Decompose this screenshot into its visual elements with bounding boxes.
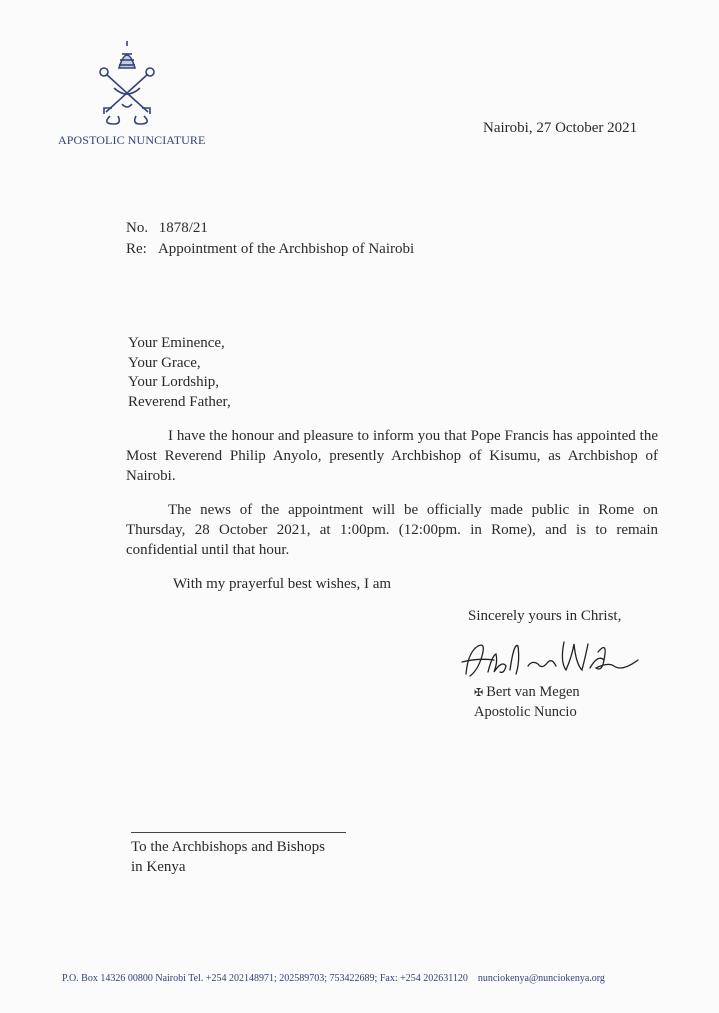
- addressee-line: To the Archbishops and Bishops: [131, 839, 325, 855]
- subject-label: Re:: [126, 241, 147, 257]
- subject-line: [126, 239, 414, 260]
- salutation-line: Your Grace,: [128, 354, 201, 371]
- addressee-block: [131, 837, 325, 877]
- reference-number-line: [126, 218, 414, 239]
- salutation-line: Your Lordship,: [128, 374, 219, 390]
- reference-block: [126, 218, 414, 260]
- salutation: [128, 334, 231, 412]
- closing: Sincerely yours in Christ,: [468, 608, 622, 624]
- papal-coat-of-arms-icon: [92, 38, 162, 128]
- signer-block: [474, 683, 580, 722]
- subject-text: Appointment of the Archbishop of Nairobi: [157, 241, 415, 257]
- body-paragraph-wishes: With my prayerful best wishes, I am: [173, 576, 392, 592]
- footer-email[interactable]: nunciokenya@nunciokenya.org: [477, 973, 605, 984]
- dateline: Nairobi, 27 October 2021: [483, 120, 638, 136]
- organization-name: APOSTOLIC NUNCIATURE: [58, 133, 206, 147]
- footer-address: P.O. Box 14326 00800 Nairobi Tel. +254 202148971; 202589703; 753422689; Fax: +254 202631120: [62, 973, 468, 984]
- reference-number: 1878/21: [158, 220, 208, 236]
- signer-name: Bert van Megen: [486, 684, 580, 700]
- footer-contact: [62, 973, 605, 984]
- signer-name-line: [474, 683, 580, 703]
- body-paragraph-appointment: I have the honour and pleasure to inform you that Pope Francis has appointed the Most Reverend Philip Anyolo, presently Archbishop of Kisumu, as Archbishop of Nairobi.: [126, 428, 658, 484]
- body-paragraph-embargo: The news of the appointment will be officially made public in Rome on Thursday, 28 October 2021, at 1:00pm. (12:00pm. in Rome), and is to remain confidential until that hour.: [126, 502, 658, 558]
- cross-icon: ✠: [474, 687, 484, 699]
- signer-title: Apostolic Nuncio: [474, 704, 577, 720]
- addressee-line: in Kenya: [131, 859, 186, 875]
- reference-number-label: No.: [126, 220, 149, 236]
- salutation-line: Reverend Father,: [128, 393, 231, 410]
- addressee-divider: [131, 832, 346, 833]
- salutation-line: Your Eminence,: [128, 335, 225, 351]
